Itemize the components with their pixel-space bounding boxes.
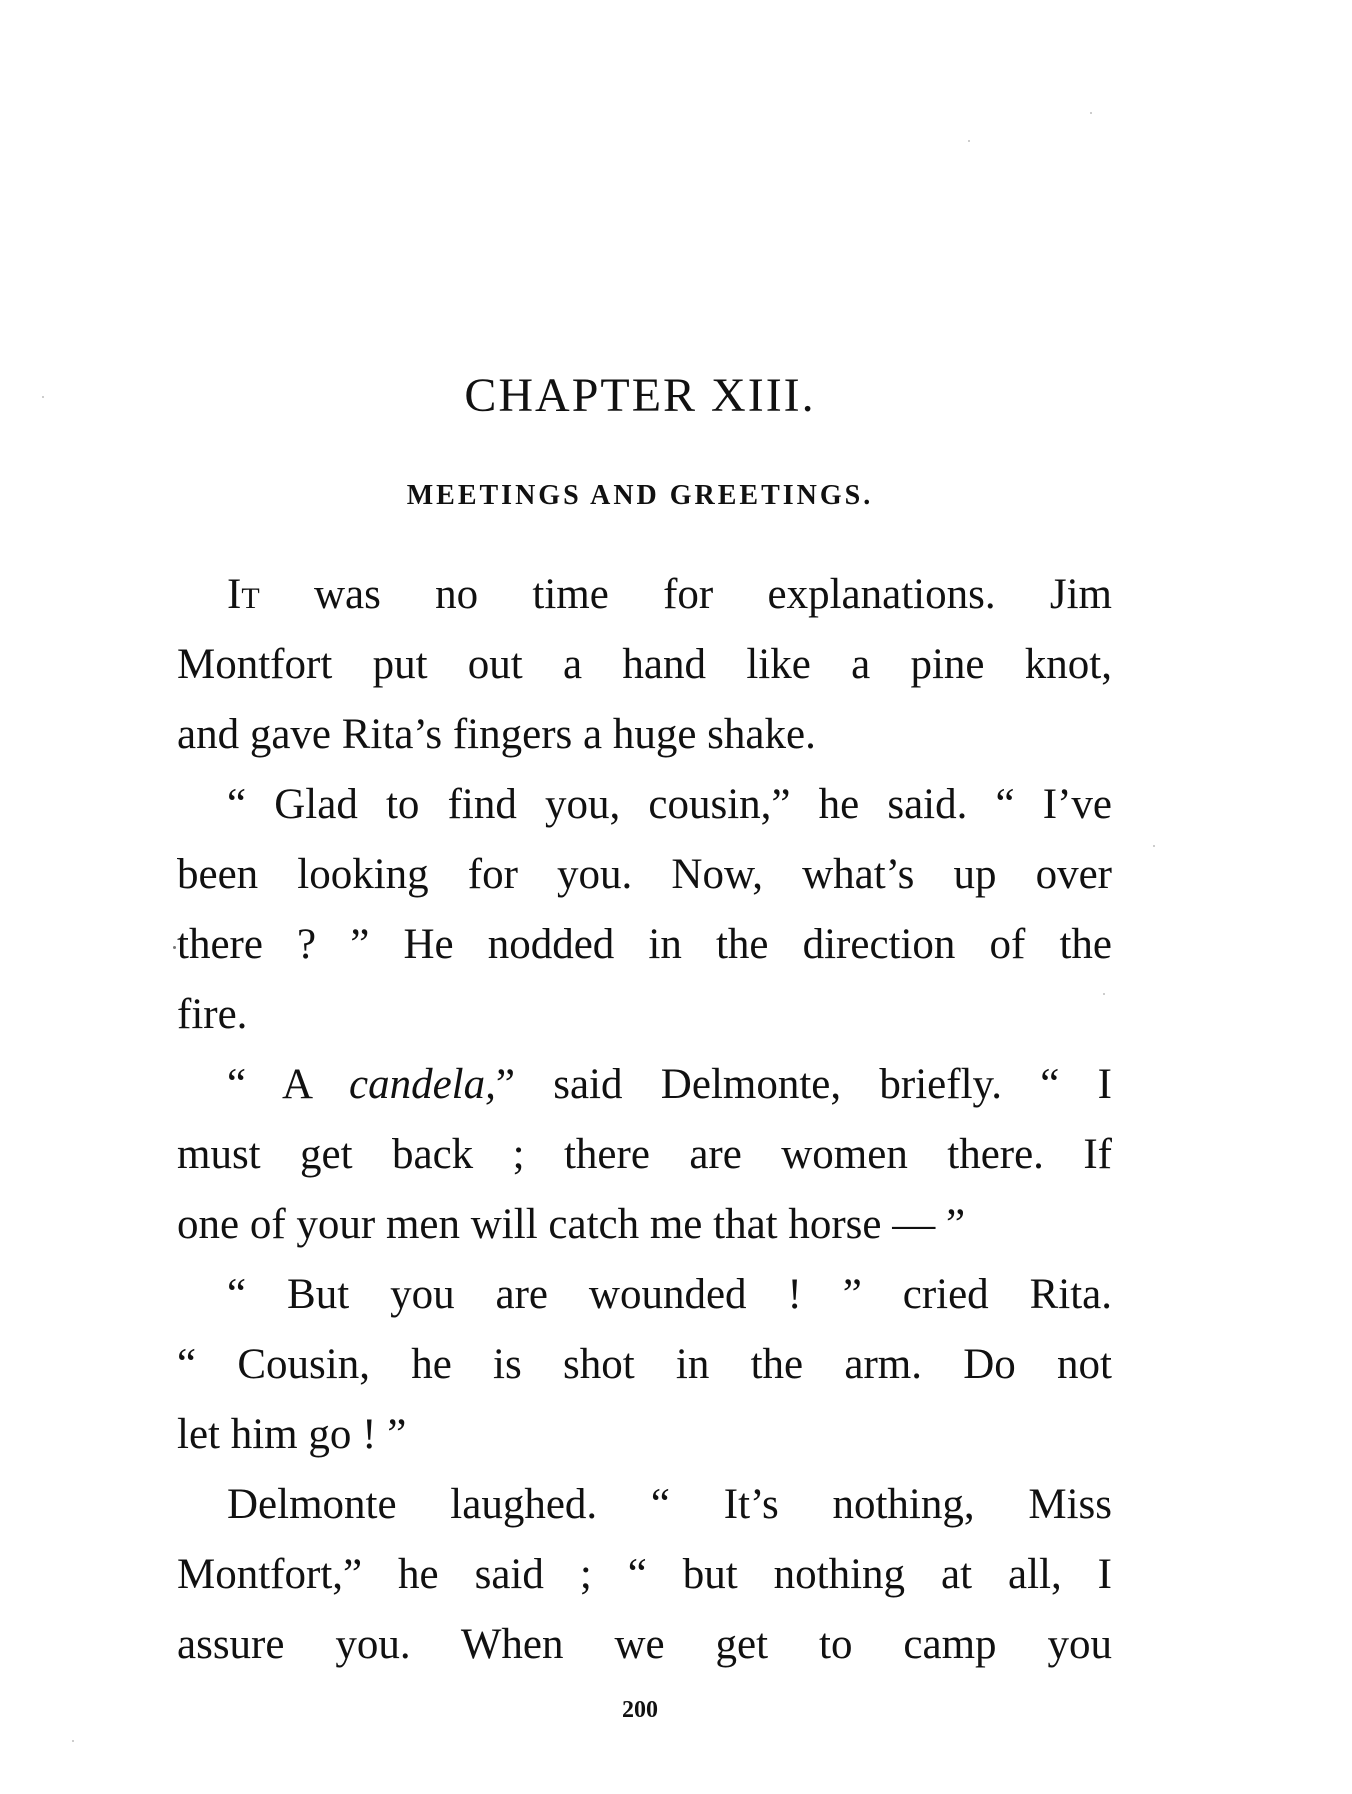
text-line: let him go ! ”	[177, 1411, 407, 1458]
body-text	[177, 560, 1112, 1680]
scan-speck	[1090, 112, 1092, 114]
scan-speck	[1103, 993, 1105, 995]
text-line: been looking for you. Now, what’s up over	[177, 851, 1112, 898]
text-line: fire.	[177, 991, 248, 1038]
text-line: assure you. When we get to camp you	[177, 1621, 1112, 1668]
text-line: and gave Rita’s fingers a huge shake.	[177, 711, 816, 758]
chapter-subtitle: MEETINGS AND GREETINGS.	[406, 480, 874, 511]
drop-word: It	[227, 571, 260, 618]
text-line: “ Cousin, he is shot in the arm. Do not	[177, 1341, 1112, 1388]
scan-speck	[173, 946, 176, 949]
text-line-content: was no time for explanations. Jim	[259, 571, 1112, 618]
text-line-pre: “ A	[227, 1061, 349, 1108]
text-line	[177, 1050, 1112, 1120]
text-line: Montfort put out a hand like a pine knot,	[177, 641, 1112, 688]
page-number: 200	[622, 1697, 658, 1723]
scan-speck	[968, 140, 970, 142]
chapter-title: CHAPTER XIII.	[464, 369, 816, 422]
text-line-post: ” said Delmonte, briefly. “ I	[495, 1061, 1112, 1108]
text-line: Montfort,” he said ; “ but nothing at all, I	[177, 1551, 1112, 1598]
italic-word: candela,	[348, 1061, 496, 1108]
text-line: “ Glad to find you, cousin,” he said. “ I’ve	[227, 781, 1112, 828]
scan-speck	[1153, 845, 1155, 847]
text-line: must get back ; there are women there. If	[177, 1131, 1112, 1178]
text-line: there ? ” He nodded in the direction of the	[177, 921, 1112, 968]
scan-speck	[42, 396, 44, 398]
text-line: Delmonte laughed. “ It’s nothing, Miss	[227, 1481, 1112, 1528]
scan-speck	[72, 1740, 74, 1742]
text-line	[177, 560, 1112, 630]
text-line: one of your men will catch me that horse — ”	[177, 1201, 966, 1248]
text-line: “ But you are wounded ! ” cried Rita.	[227, 1271, 1112, 1318]
